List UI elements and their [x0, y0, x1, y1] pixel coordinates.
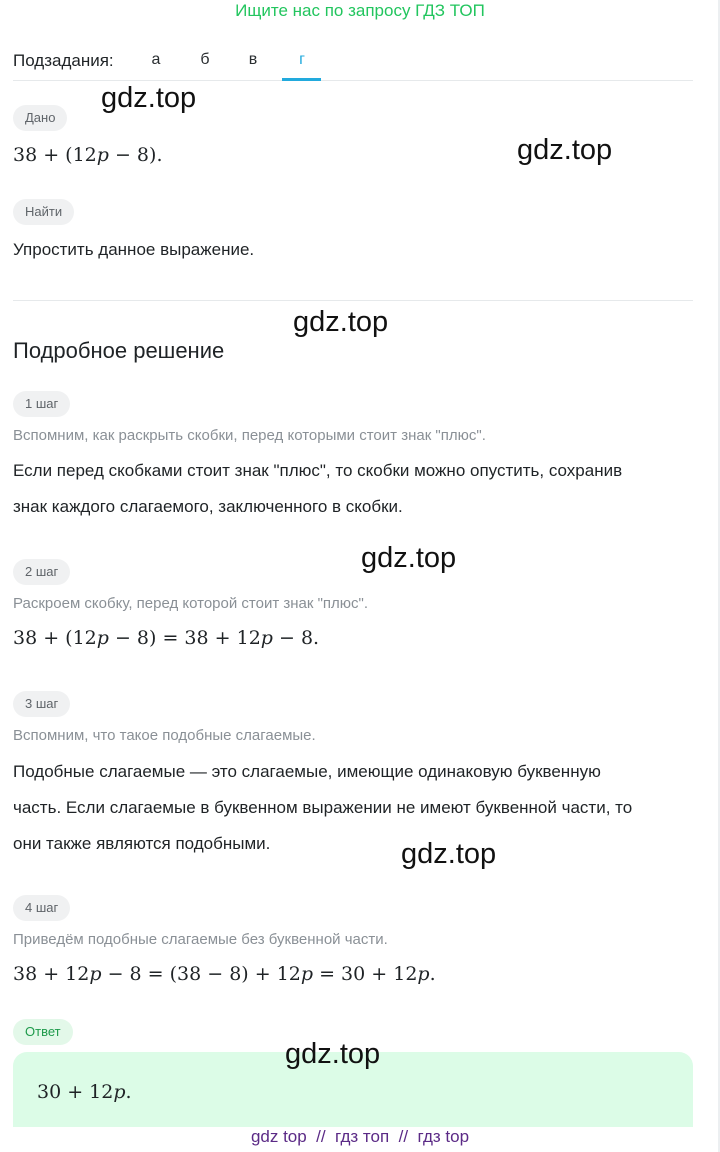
step-4-hint: Приведём подобные слагаемые без буквенной части. [13, 931, 388, 948]
watermark-5: gdz.top [401, 838, 497, 870]
watermark-3: gdz.top [293, 306, 389, 338]
step-2-hint: Раскроем скобку, перед которой стоит знак "плюс". [13, 595, 369, 612]
step-1-badge: 1 шаг [13, 391, 70, 417]
subtasks-label: Подзадания: [13, 51, 114, 70]
solution-title: Подробное решение [13, 338, 225, 363]
active-tab-indicator [282, 78, 321, 81]
step-2-expression: 38 + (12p − 8) = 38 + 12p − 8. [13, 627, 320, 649]
section-divider [13, 300, 693, 301]
subtask-tab-g[interactable]: г [299, 51, 305, 68]
subtask-tab-v[interactable]: в [248, 51, 258, 68]
step-3-badge: 3 шаг [13, 691, 70, 717]
watermark-4: gdz.top [361, 542, 457, 574]
step-4-badge: 4 шаг [13, 895, 70, 921]
subtask-tab-b[interactable]: б [200, 51, 210, 68]
step-2-badge: 2 шаг [13, 559, 70, 585]
step-1-text-line-2: знак каждого слагаемого, заключенного в скобки. [13, 497, 403, 516]
step-3-hint: Вспомним, что такое подобные слагаемые. [13, 727, 316, 744]
watermark-2: gdz.top [517, 134, 613, 166]
watermark-6: gdz.top [285, 1038, 381, 1070]
footer-links[interactable]: gdz top // гдз топ // гдз top [250, 1127, 470, 1146]
step-3-text-line-1: Подобные слагаемые — это слагаемые, имеющие одинаковую буквенную [13, 762, 601, 781]
answer-badge: Ответ [13, 1019, 73, 1045]
given-badge: Дано [13, 105, 67, 131]
step-4-expression: 38 + 12p − 8 = (38 − 8) + 12p = 30 + 12p. [13, 963, 436, 985]
find-badge: Найти [13, 199, 74, 225]
answer-expression: 30 + 12p. [37, 1081, 132, 1103]
subtask-tab-a[interactable]: а [151, 51, 161, 68]
subtasks-divider [13, 80, 693, 81]
step-3-text-line-2: часть. Если слагаемые в буквенном выражении не имеют буквенной части, то [13, 798, 633, 817]
step-3-text-line-3: они также являются подобными. [13, 834, 271, 853]
step-1-text-line-1: Если перед скобками стоит знак "плюс", то скобки можно опустить, сохранив [13, 461, 623, 480]
watermark-1: gdz.top [101, 82, 197, 114]
promo-banner: Ищите нас по запросу ГДЗ ТОП [235, 1, 485, 20]
given-expression: 38 + (12p − 8). [13, 144, 163, 166]
find-text: Упростить данное выражение. [13, 240, 255, 259]
step-1-hint: Вспомним, как раскрыть скобки, перед которыми стоит знак "плюс". [13, 427, 486, 444]
